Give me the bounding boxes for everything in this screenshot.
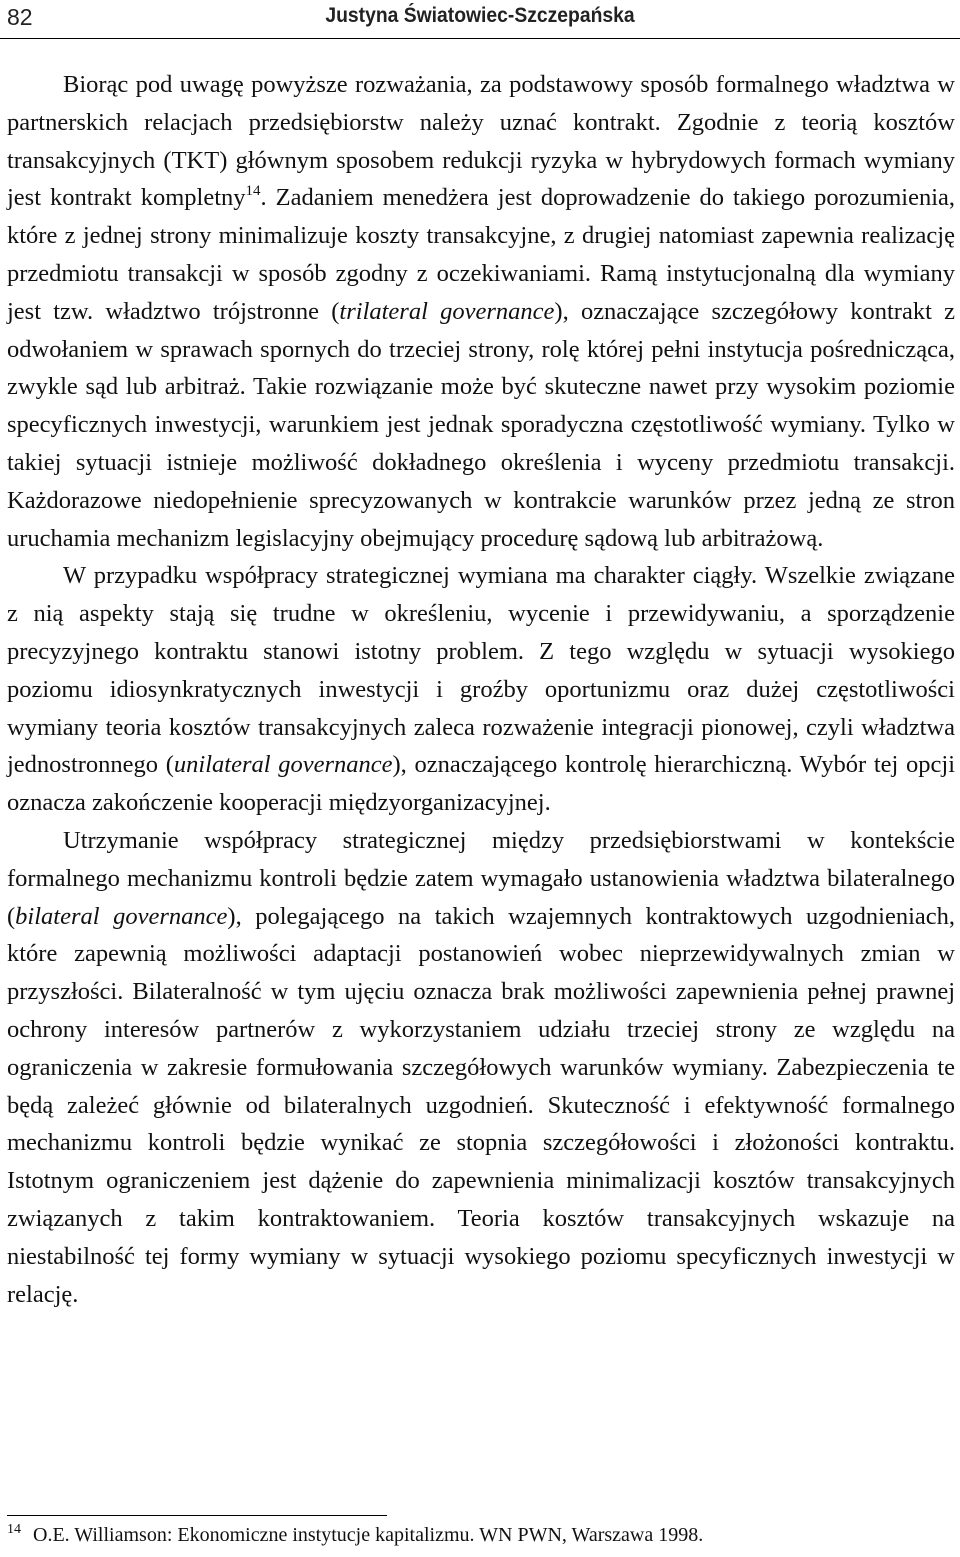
footnote-number: 14 (7, 1522, 21, 1537)
term-unilateral-governance: unilateral governance (173, 751, 393, 779)
page-number: 82 (7, 4, 33, 30)
paragraph-3 (7, 822, 955, 1313)
paragraph-1-text-b: . Zadaniem menedżera jest doprowadzenie do takiego porozumienia, które z jednej strony minimalizuje koszty transakcyjne, z drugiej natomiast zapewnia realizację przedmiotu transakcji w sposób zgodny z oczekiwaniami. Ramą instytucjonalną dla wymiany jest tzw. władztwo trójstronne ( (7, 184, 955, 325)
paragraph-1-text-a: Biorąc pod uwagę powyższe rozważania, za podstawowy sposób formalnego władztwa w partnerskich relacjach przedsiębiorstw należy uznać kontrakt. Zgodnie z teorią kosztów transakcyjnych (TKT) głównym sposobem redukcji ryzyka w hybrydowych formach wymiany jest kontrakt kompletny (7, 71, 955, 212)
paragraph-2 (7, 557, 955, 822)
paragraph-2-text-b: ), oznaczającego kontrolę hierarchiczną. Wybór tej opcji oznacza zakończenie kooperacji międzyorganizacyjnej. (7, 751, 955, 817)
page-header (0, 0, 960, 40)
paragraph-1 (7, 66, 955, 557)
term-bilateral-governance: bilateral governance (15, 902, 228, 930)
footnote-text: O.E. Williamson: Ekonomiczne instytucje kapitalizmu. WN PWN, Warszawa 1998. (33, 1524, 704, 1546)
term-trilateral-governance: trilateral governance (339, 297, 555, 325)
paragraph-2-text-a: W przypadku współpracy strategicznej wymiana ma charakter ciągły. Wszelkie związane z nią aspekty stają się trudne w określeniu, wycenie i przewidywaniu, a sporządzenie precyzyjnego kontraktu stanowi istotny problem. Z tego względu w sytuacji wysokiego poziomu idiosynkratycznych inwestycji i groźby oportunizmu oraz dużej częstotliwości wymiany teoria kosztów transakcyjnych zaleca rozważenie integracji pionowej, czyli władztwa jednostronnego ( (7, 562, 955, 779)
paragraph-3-text-a: Utrzymanie współpracy strategicznej między przedsiębiorstwami w kontekście formalnego mechanizmu kontroli będzie zatem wymagało ustanowienia władztwa bilateralnego ( (7, 826, 955, 930)
running-head-author: Justyna Światowiec-Szczepańska (325, 4, 635, 27)
body-text (7, 66, 955, 1313)
paragraph-1-text-c: ), oznaczające szczegółowy kontrakt z odwołaniem w sprawach spornych do trzeciej strony, rolę której pełni instytucja pośrednicząca, zwykle sąd lub arbitraż. Takie rozwiązanie może być skuteczne nawet przy wysokim poziomie specyficznych inwestycji, warunkiem jest jednak sporadyczna częstotliwość wymiany. Tylko w takiej sytuacji istnieje możliwość dokładnego określenia i wyceny przedmiotu transakcji. Każdorazowe niedopełnienie sprecyzowanych w kontrakcie warunków przez jedną ze stron uruchamia mechanizm legislacyjny obejmujący procedurę sądową lub arbitrażową. (7, 297, 955, 552)
footnote-reference: 14 (245, 183, 261, 200)
footnote-rule (7, 1515, 387, 1516)
paragraph-3-text-b: ), polegającego na takich wzajemnych kontraktowych uzgodnieniach, które zapewnią możliwości adaptacji postanowień wobec nieprzewidywalnych zmian w przyszłości. Bilateralność w tym ujęciu oznacza brak możliwości zapewnienia pełnej prawnej ochrony interesów partnerów z wykorzystaniem udziału trzeciej strony ze względu na ograniczenia w zakresie formułowania szczegółowych warunków wymiany. Zabezpieczenia te będą zależeć głównie od bilateralnych uzgodnień. Skuteczność i efektywność formalnego mechanizmu kontroli będzie wynikać ze stopnia szczegółowości i złożoności kontraktu. Istotnym ograniczeniem jest dążenie do zapewnienia minimalizacji kosztów transakcyjnych związanych z takim kontraktowaniem. Teoria kosztów transakcyjnych wskazuje na niestabilność tej formy wymiany w sytuacji wysokiego poziomu specyficznych inwestycji w relację. (7, 902, 956, 1308)
footnote (7, 1521, 955, 1549)
header-rule (0, 38, 960, 39)
